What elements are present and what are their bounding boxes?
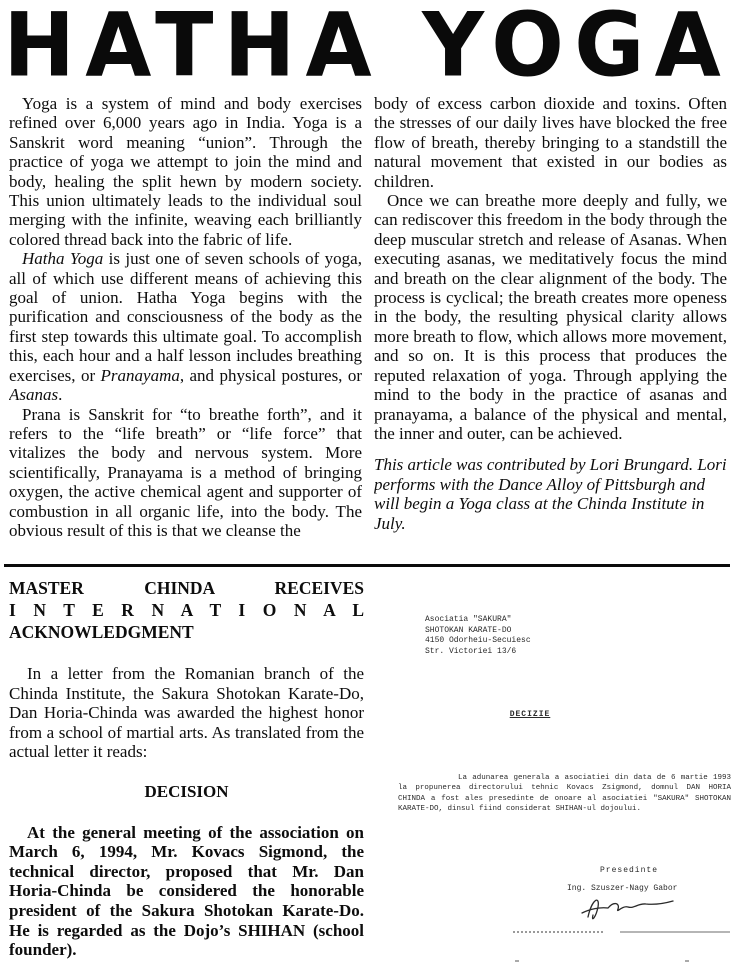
letter-address-line: Str. Victoriei 13/6: [425, 646, 517, 656]
scanned-letter: [395, 595, 734, 968]
paragraph-romanian-letter: In a letter from the Romanian branch of the Chinda Institute, the Sakura Shotokan Karate-Do, Dan Horia-Chinda was awarded the highest honor from a school of martial arts. As translated from the actual letter it reads:: [9, 664, 364, 762]
scan-artifact-dot: [515, 960, 519, 962]
letter-address-line: Asociatia "SAKURA": [425, 615, 512, 624]
masthead: [0, 0, 734, 90]
author-credit: This article was contributed by Lori Brungard. Lori performs with the Dance Alloy of Pittsburgh and will begin a Yoga class at the Chinda Institute in July.: [374, 455, 727, 533]
heading-line-1: MASTER CHINDA RECEIVES: [9, 578, 364, 598]
paragraph-decision-text: At the general meeting of the association on March 6, 1994, Mr. Kovacs Sigmond, the technical director, proposed that Mr. Dan Horia-Chinda be considered the honorable president of the Sakura Shotokan Karate-Do. He is regarded as the Dojo’s SHIHAN (school founder).: [9, 822, 364, 960]
letter-address-line: 4150 Odorheiu-Secuiesc: [425, 636, 531, 646]
paragraph-breathe-deeply: Once we can breathe more deeply and fully, we can rediscover this freedom in the body through the deep muscular stretch and release of Asanas. When executing asanas, we meditatively focus the mind and breath on the clear alignment of the body. The process is cyclical; the breath creates more openess in the body, the resulting physical clarity allows more breath to flow, which allows more movement, and so on. It is this process that produces the reputed relaxation of yoga. Through applying the mind to the body in the practice of asanas and pranayama, a balance of the physical and mental, the inner and outer, can be achieved.: [374, 191, 727, 443]
paragraph-prana: Prana is Sanskrit for “to breathe forth”, and it refers to the “life breath” or “life force” that vitalizes the body and nervous system. More scientifically, Pranayama is a method of bringing oxygen, the active chemical agent and supporter of combustion in all organic life, into the body. The obvious result of this is that we cleanse the: [9, 404, 362, 540]
page-title: HATHA YOGA: [3, 0, 731, 90]
section-divider: [4, 564, 730, 567]
yoga-article-right-column: [374, 94, 727, 566]
chinda-article-heading: [9, 577, 364, 643]
letter-body-text: La adunarea generala a asociatiei din data de 6 martie 1993 la propunerea directorului tehnic Kovacs Zsigmond, domnul DAN HORIA CHINDA a fost ales presedinte de onoare al asociatiei "SAKURA" SHOTOKAN KARATE-DO, dinsul fiind considerat SHIHAN-ul dojoului.: [398, 774, 731, 814]
paragraph-yoga-intro: Yoga is a system of mind and body exercises refined over 6,000 years ago in India. Yoga is a Sanskrit word meaning “union”. Through the practice of yoga we attempt to join the mind and body, healing the split hewn by modern society. This union ultimately leads to the individual soul merging with the infinite, weaving each brilliantly colored thread back into the fabric of life.: [9, 94, 362, 249]
paragraph-hatha-schools: Hatha Yoga is just one of seven schools of yoga, all of which use different means of achieving this goal of union. Hatha Yoga begins with the purification and consciousness of the body as the first step towards this ultimate goal. To accomplish this, each hour and a half lesson includes breathing exercises, or Pranayama, and physical postures, or Asanas.: [9, 249, 362, 405]
letter-president-name: Ing. Szuszer-Nagy Gabor: [567, 884, 678, 893]
heading-line-2: I N T E R N A T I O N A L: [9, 600, 364, 620]
letter-decizie-heading: DECIZIE: [509, 710, 551, 719]
italic-pranayama: Pranayama: [100, 365, 180, 385]
decision-heading: DECISION: [144, 781, 229, 801]
scan-artifact-dashes: [513, 931, 603, 933]
letter-president-title: Presedinte: [600, 866, 659, 875]
heading-line-3: ACKNOWLEDGMENT: [9, 622, 194, 642]
italic-asanas: Asanas: [9, 385, 59, 405]
scan-artifact-line: [620, 931, 730, 933]
letter-address-line: SHOTOKAN KARATE-DO: [425, 625, 512, 635]
signature-image: [578, 891, 678, 927]
italic-hatha-yoga: Hatha Yoga: [22, 249, 104, 269]
scan-artifact-dot: [685, 960, 689, 962]
chinda-article-column: [9, 577, 364, 965]
yoga-article-left-column: [9, 94, 362, 566]
paragraph-toxins: body of excess carbon dioxide and toxins. Often the stresses of our daily lives have blocked the free flow of breath, thereby bringing to a standstill the natural movement that existed in our bodies as children.: [374, 94, 727, 191]
letter-address-block: [425, 615, 531, 657]
